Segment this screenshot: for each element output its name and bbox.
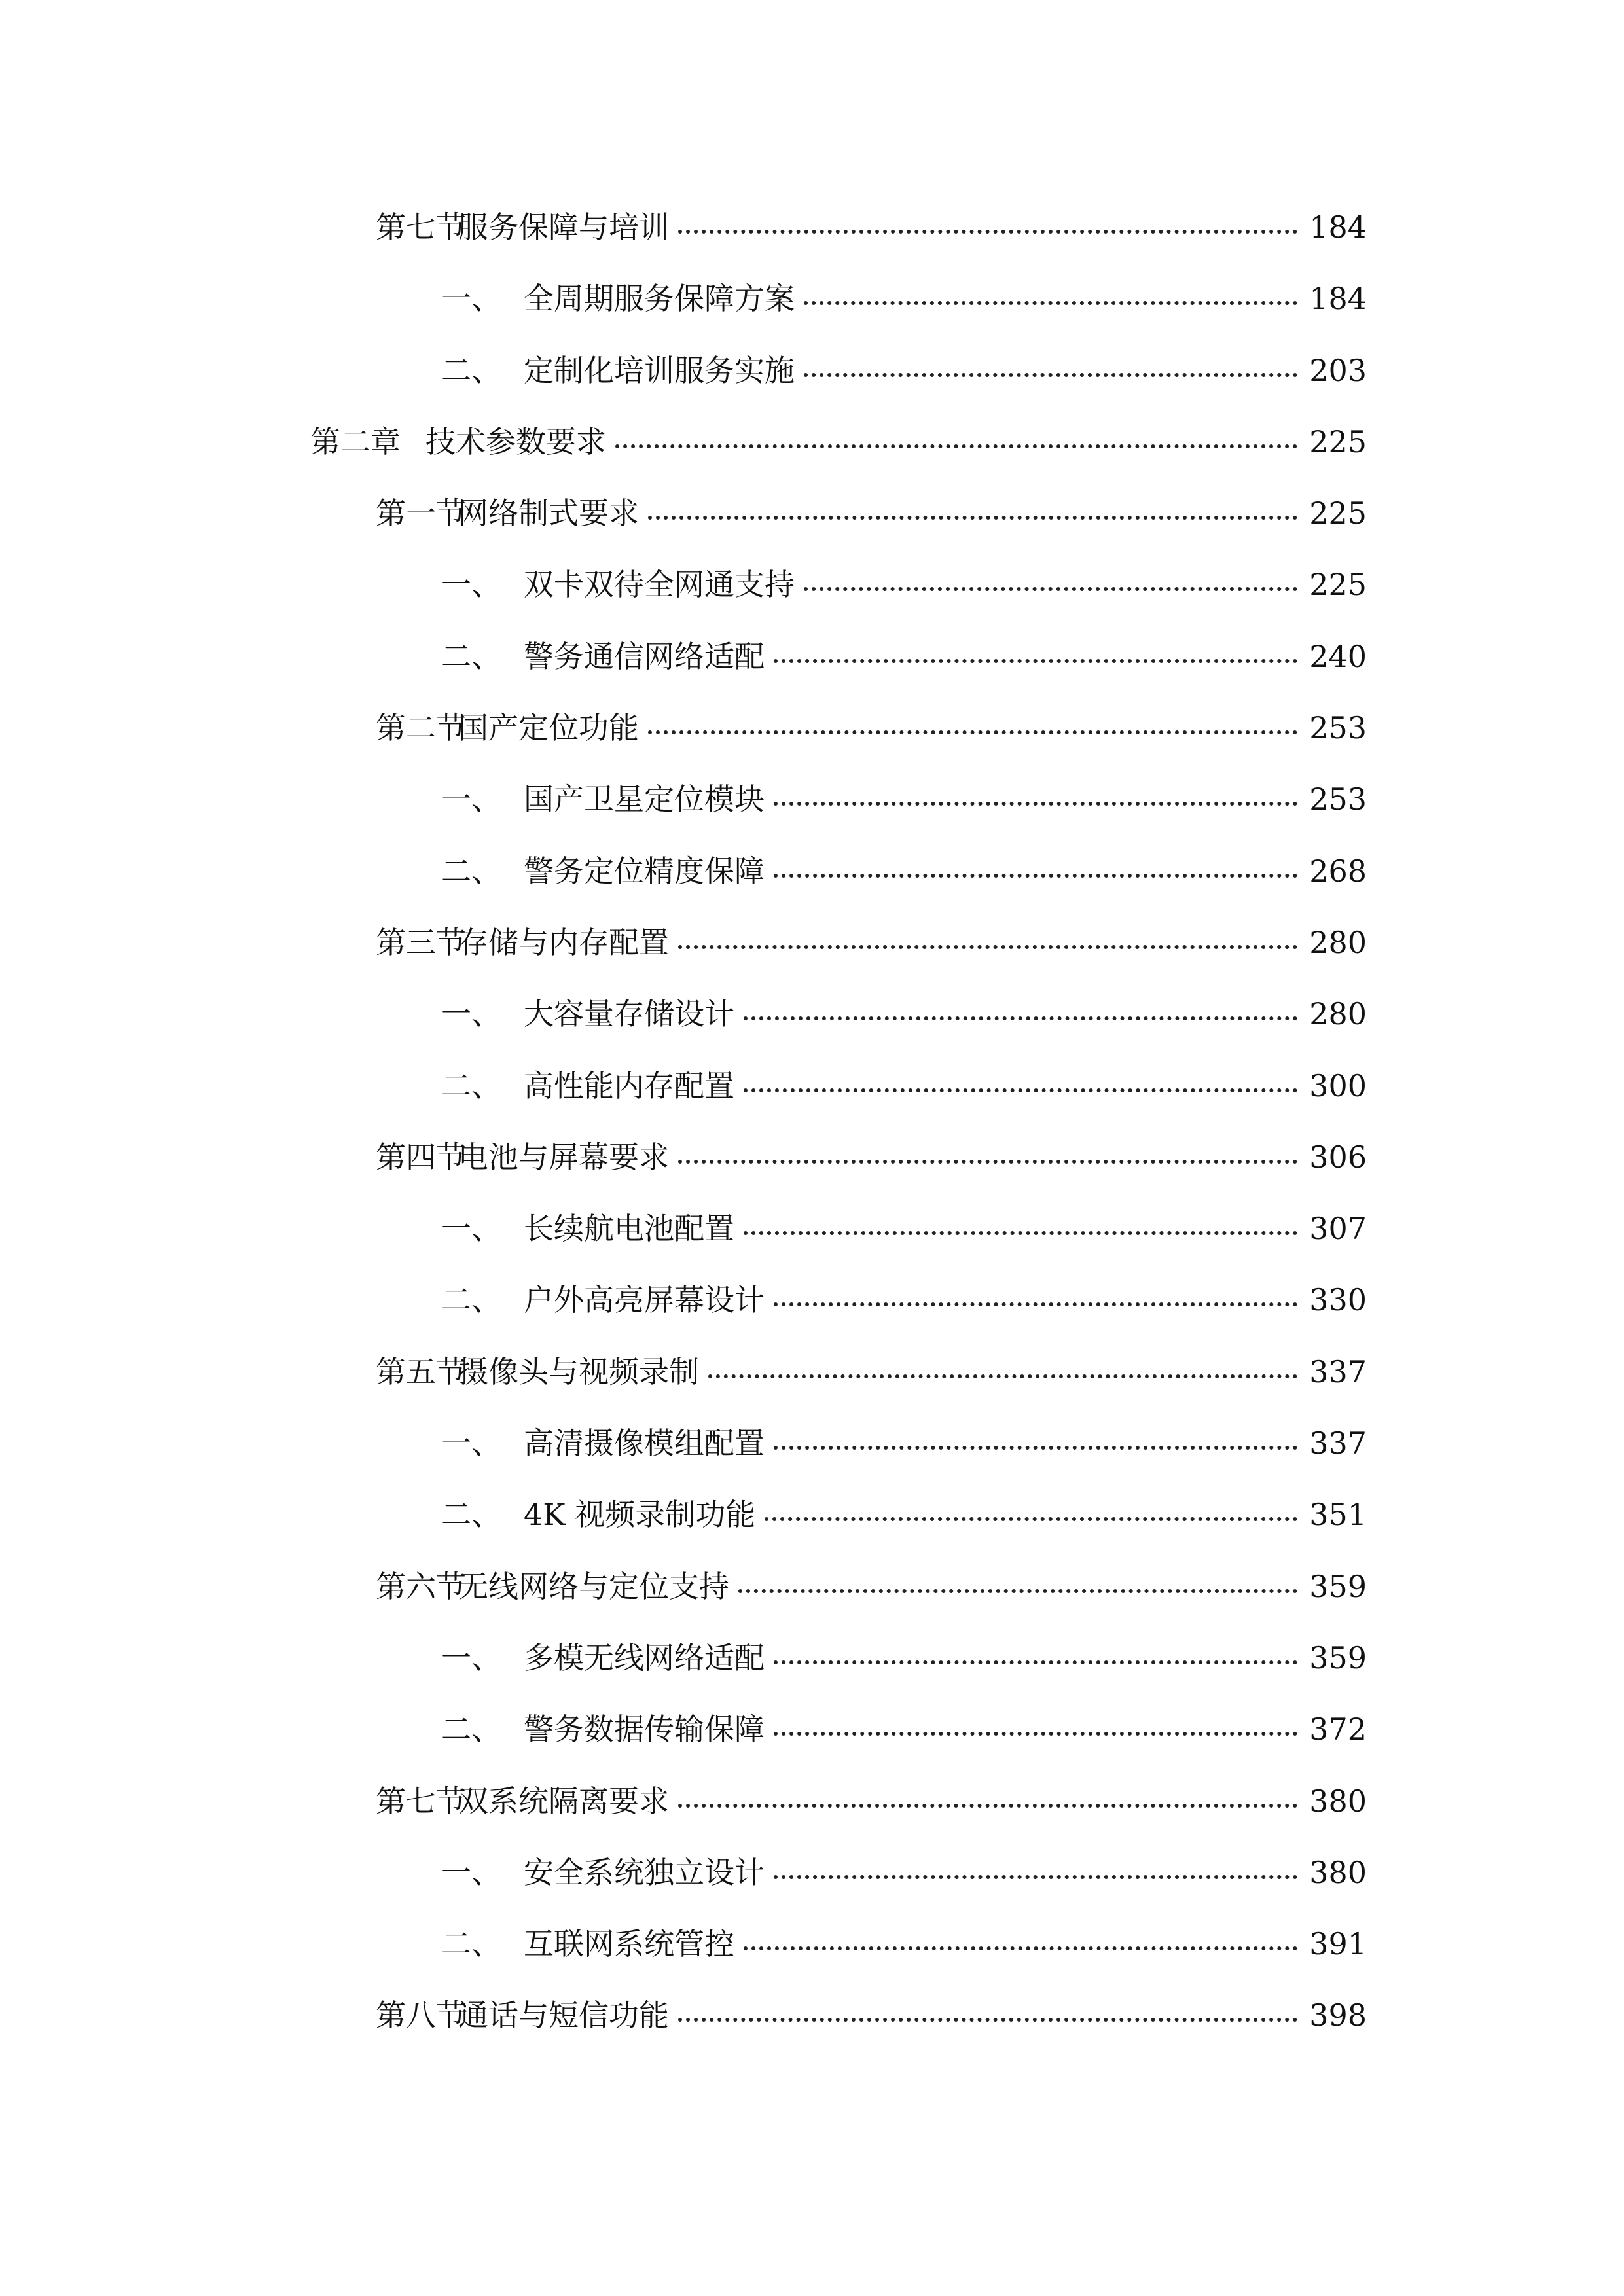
toc-entry-title: 高清摄像模组配置 xyxy=(524,1426,765,1462)
dot-leader xyxy=(678,945,1297,949)
toc-entry-number: 一、 xyxy=(441,281,501,317)
dot-leader xyxy=(678,1804,1297,1808)
toc-entry-number: 二、 xyxy=(441,1926,501,1962)
dot-leader xyxy=(744,1088,1297,1092)
toc-entry-title: 技术参数要求 xyxy=(425,423,606,459)
toc-entry-title: 4K 视频录制功能 xyxy=(524,1497,756,1533)
toc-entry[interactable] xyxy=(0,1265,1624,1336)
dot-leader xyxy=(744,1231,1297,1235)
toc-entry-number: 第六节 xyxy=(376,1568,466,1604)
toc-entry[interactable] xyxy=(0,1337,1624,1408)
toc-entry-title: 长续航电池配置 xyxy=(524,1211,734,1247)
dot-leader xyxy=(765,1517,1297,1521)
dot-leader xyxy=(774,1446,1297,1450)
toc-entry-number: 一、 xyxy=(441,1211,501,1247)
toc-entry-title: 多模无线网络适配 xyxy=(524,1640,765,1676)
toc-entry-number: 第四节 xyxy=(376,1139,466,1175)
toc-entry-number: 第七节 xyxy=(376,209,466,245)
toc-entry[interactable] xyxy=(0,979,1624,1050)
dot-leader xyxy=(774,802,1297,806)
toc-entry-page: 391 xyxy=(1309,1926,1367,1962)
toc-entry-number: 一、 xyxy=(441,996,501,1032)
toc-entry-number: 二、 xyxy=(441,1712,501,1748)
toc-entry-page: 203 xyxy=(1309,352,1367,388)
toc-entry[interactable] xyxy=(0,908,1624,979)
toc-entry-title: 网络制式要求 xyxy=(458,495,639,531)
dot-leader xyxy=(738,1589,1297,1593)
toc-entry-number: 二、 xyxy=(441,1067,501,1103)
toc-entry-number: 二、 xyxy=(441,638,501,674)
toc-entry[interactable] xyxy=(0,1552,1624,1623)
toc-entry-title: 国产定位功能 xyxy=(458,710,639,746)
toc-entry-page: 307 xyxy=(1309,1211,1367,1247)
toc-entry-page: 253 xyxy=(1309,710,1367,746)
toc-entry-number: 二、 xyxy=(441,853,501,889)
toc-entry-number: 一、 xyxy=(441,1426,501,1462)
toc-entry-title: 摄像头与视频录制 xyxy=(458,1354,699,1390)
dot-leader xyxy=(708,1374,1297,1378)
toc-entry-title: 大容量存储设计 xyxy=(524,996,734,1032)
toc-entry-title: 双系统隔离要求 xyxy=(458,1783,669,1819)
toc-entry-page: 359 xyxy=(1309,1640,1367,1676)
toc-entry-number: 二、 xyxy=(441,1497,501,1533)
toc-entry-title: 全周期服务保障方案 xyxy=(524,281,795,317)
toc-entry-number: 第七节 xyxy=(376,1783,466,1819)
toc-entry-number: 第三节 xyxy=(376,924,466,960)
toc-entry-title: 安全系统独立设计 xyxy=(524,1854,765,1890)
toc-entry-number: 二、 xyxy=(441,352,501,388)
dot-leader xyxy=(648,730,1297,734)
dot-leader xyxy=(744,1946,1297,1950)
toc-entry-page: 184 xyxy=(1309,281,1367,317)
toc-chapter-entry[interactable] xyxy=(0,407,1624,478)
toc-entry-title: 高性能内存配置 xyxy=(524,1067,734,1103)
toc-entry-page: 280 xyxy=(1309,996,1367,1032)
toc-entry-page: 253 xyxy=(1309,781,1367,817)
toc-entry-page: 225 xyxy=(1309,567,1367,603)
toc-entry-page: 184 xyxy=(1309,209,1367,245)
toc-entry-title: 警务数据传输保障 xyxy=(524,1712,765,1748)
dot-leader xyxy=(744,1016,1297,1020)
toc-entry-number: 二、 xyxy=(441,1282,501,1318)
toc-entry[interactable] xyxy=(0,550,1624,621)
dot-leader xyxy=(774,659,1297,663)
toc-entry[interactable] xyxy=(0,192,1624,264)
toc-entry-number: 第二章 xyxy=(310,423,401,459)
toc-entry-title: 存储与内存配置 xyxy=(458,924,669,960)
dot-leader xyxy=(678,1160,1297,1164)
toc-entry-title: 双卡双待全网通支持 xyxy=(524,567,795,603)
toc-entry-number: 一、 xyxy=(441,567,501,603)
toc-entry-page: 268 xyxy=(1309,853,1367,889)
dot-leader xyxy=(774,1732,1297,1736)
dot-leader xyxy=(804,587,1297,591)
toc-entry-page: 306 xyxy=(1309,1139,1367,1175)
dot-leader xyxy=(774,874,1297,878)
toc-entry[interactable] xyxy=(0,1838,1624,1909)
toc-entry-page: 351 xyxy=(1309,1497,1367,1533)
toc-entry[interactable] xyxy=(0,1909,1624,1981)
toc-entry-page: 330 xyxy=(1309,1282,1367,1318)
toc-entry-page: 225 xyxy=(1309,423,1367,459)
toc-entry-title: 服务保障与培训 xyxy=(458,209,669,245)
toc-entry-title: 户外高亮屏幕设计 xyxy=(524,1282,765,1318)
toc-entry-page: 337 xyxy=(1309,1354,1367,1390)
dot-leader xyxy=(615,444,1297,448)
toc-entry-number: 一、 xyxy=(441,781,501,817)
toc-entry-page: 300 xyxy=(1309,1067,1367,1103)
toc-entry-number: 第二节 xyxy=(376,710,466,746)
toc-entry[interactable] xyxy=(0,1051,1624,1122)
dot-leader xyxy=(804,373,1297,377)
toc-entry[interactable] xyxy=(0,622,1624,693)
toc-entry-page: 398 xyxy=(1309,1998,1367,2034)
toc-entry-title: 警务通信网络适配 xyxy=(524,638,765,674)
toc-entry-number: 第五节 xyxy=(376,1354,466,1390)
toc-entry-number: 一、 xyxy=(441,1640,501,1676)
toc-entry[interactable] xyxy=(0,693,1624,764)
dot-leader xyxy=(648,516,1297,520)
toc-entry-title: 警务定位精度保障 xyxy=(524,853,765,889)
toc-entry[interactable] xyxy=(0,264,1624,335)
toc-entry-title: 定制化培训服务实施 xyxy=(524,352,795,388)
toc-entry[interactable] xyxy=(0,1623,1624,1695)
toc-entry[interactable] xyxy=(0,478,1624,550)
dot-leader xyxy=(774,1660,1297,1664)
toc-entry-page: 380 xyxy=(1309,1783,1367,1819)
toc-entry-page: 280 xyxy=(1309,924,1367,960)
toc-entry[interactable] xyxy=(0,1408,1624,1480)
toc-entry-number: 第八节 xyxy=(376,1998,466,2034)
toc-entry-title: 国产卫星定位模块 xyxy=(524,781,765,817)
toc-entry-number: 一、 xyxy=(441,1854,501,1890)
toc-entry[interactable] xyxy=(0,1194,1624,1265)
toc-entry-page: 225 xyxy=(1309,495,1367,531)
toc-entry-title: 通话与短信功能 xyxy=(458,1998,669,2034)
toc-entry[interactable] xyxy=(0,1767,1624,1838)
toc-entry[interactable] xyxy=(0,764,1624,836)
toc-entry-page: 380 xyxy=(1309,1854,1367,1890)
dot-leader xyxy=(678,230,1297,234)
dot-leader xyxy=(774,1302,1297,1306)
toc-entry[interactable] xyxy=(0,1122,1624,1194)
toc-entry[interactable] xyxy=(0,1480,1624,1551)
toc-entry[interactable] xyxy=(0,1981,1624,2052)
toc-entry-page: 372 xyxy=(1309,1712,1367,1748)
toc-entry[interactable] xyxy=(0,1695,1624,1766)
toc-entry-title: 互联网系统管控 xyxy=(524,1926,734,1962)
toc-entry-page: 337 xyxy=(1309,1426,1367,1462)
dot-leader xyxy=(678,2018,1297,2022)
toc-entry-title: 无线网络与定位支持 xyxy=(458,1568,729,1604)
toc-entry-page: 240 xyxy=(1309,638,1367,674)
toc-entry[interactable] xyxy=(0,836,1624,908)
dot-leader xyxy=(804,301,1297,305)
toc-entry-title: 电池与屏幕要求 xyxy=(458,1139,669,1175)
toc-entry-page: 359 xyxy=(1309,1568,1367,1604)
table-of-contents xyxy=(0,192,1624,2053)
dot-leader xyxy=(774,1875,1297,1879)
toc-entry[interactable] xyxy=(0,336,1624,407)
toc-entry-number: 第一节 xyxy=(376,495,466,531)
